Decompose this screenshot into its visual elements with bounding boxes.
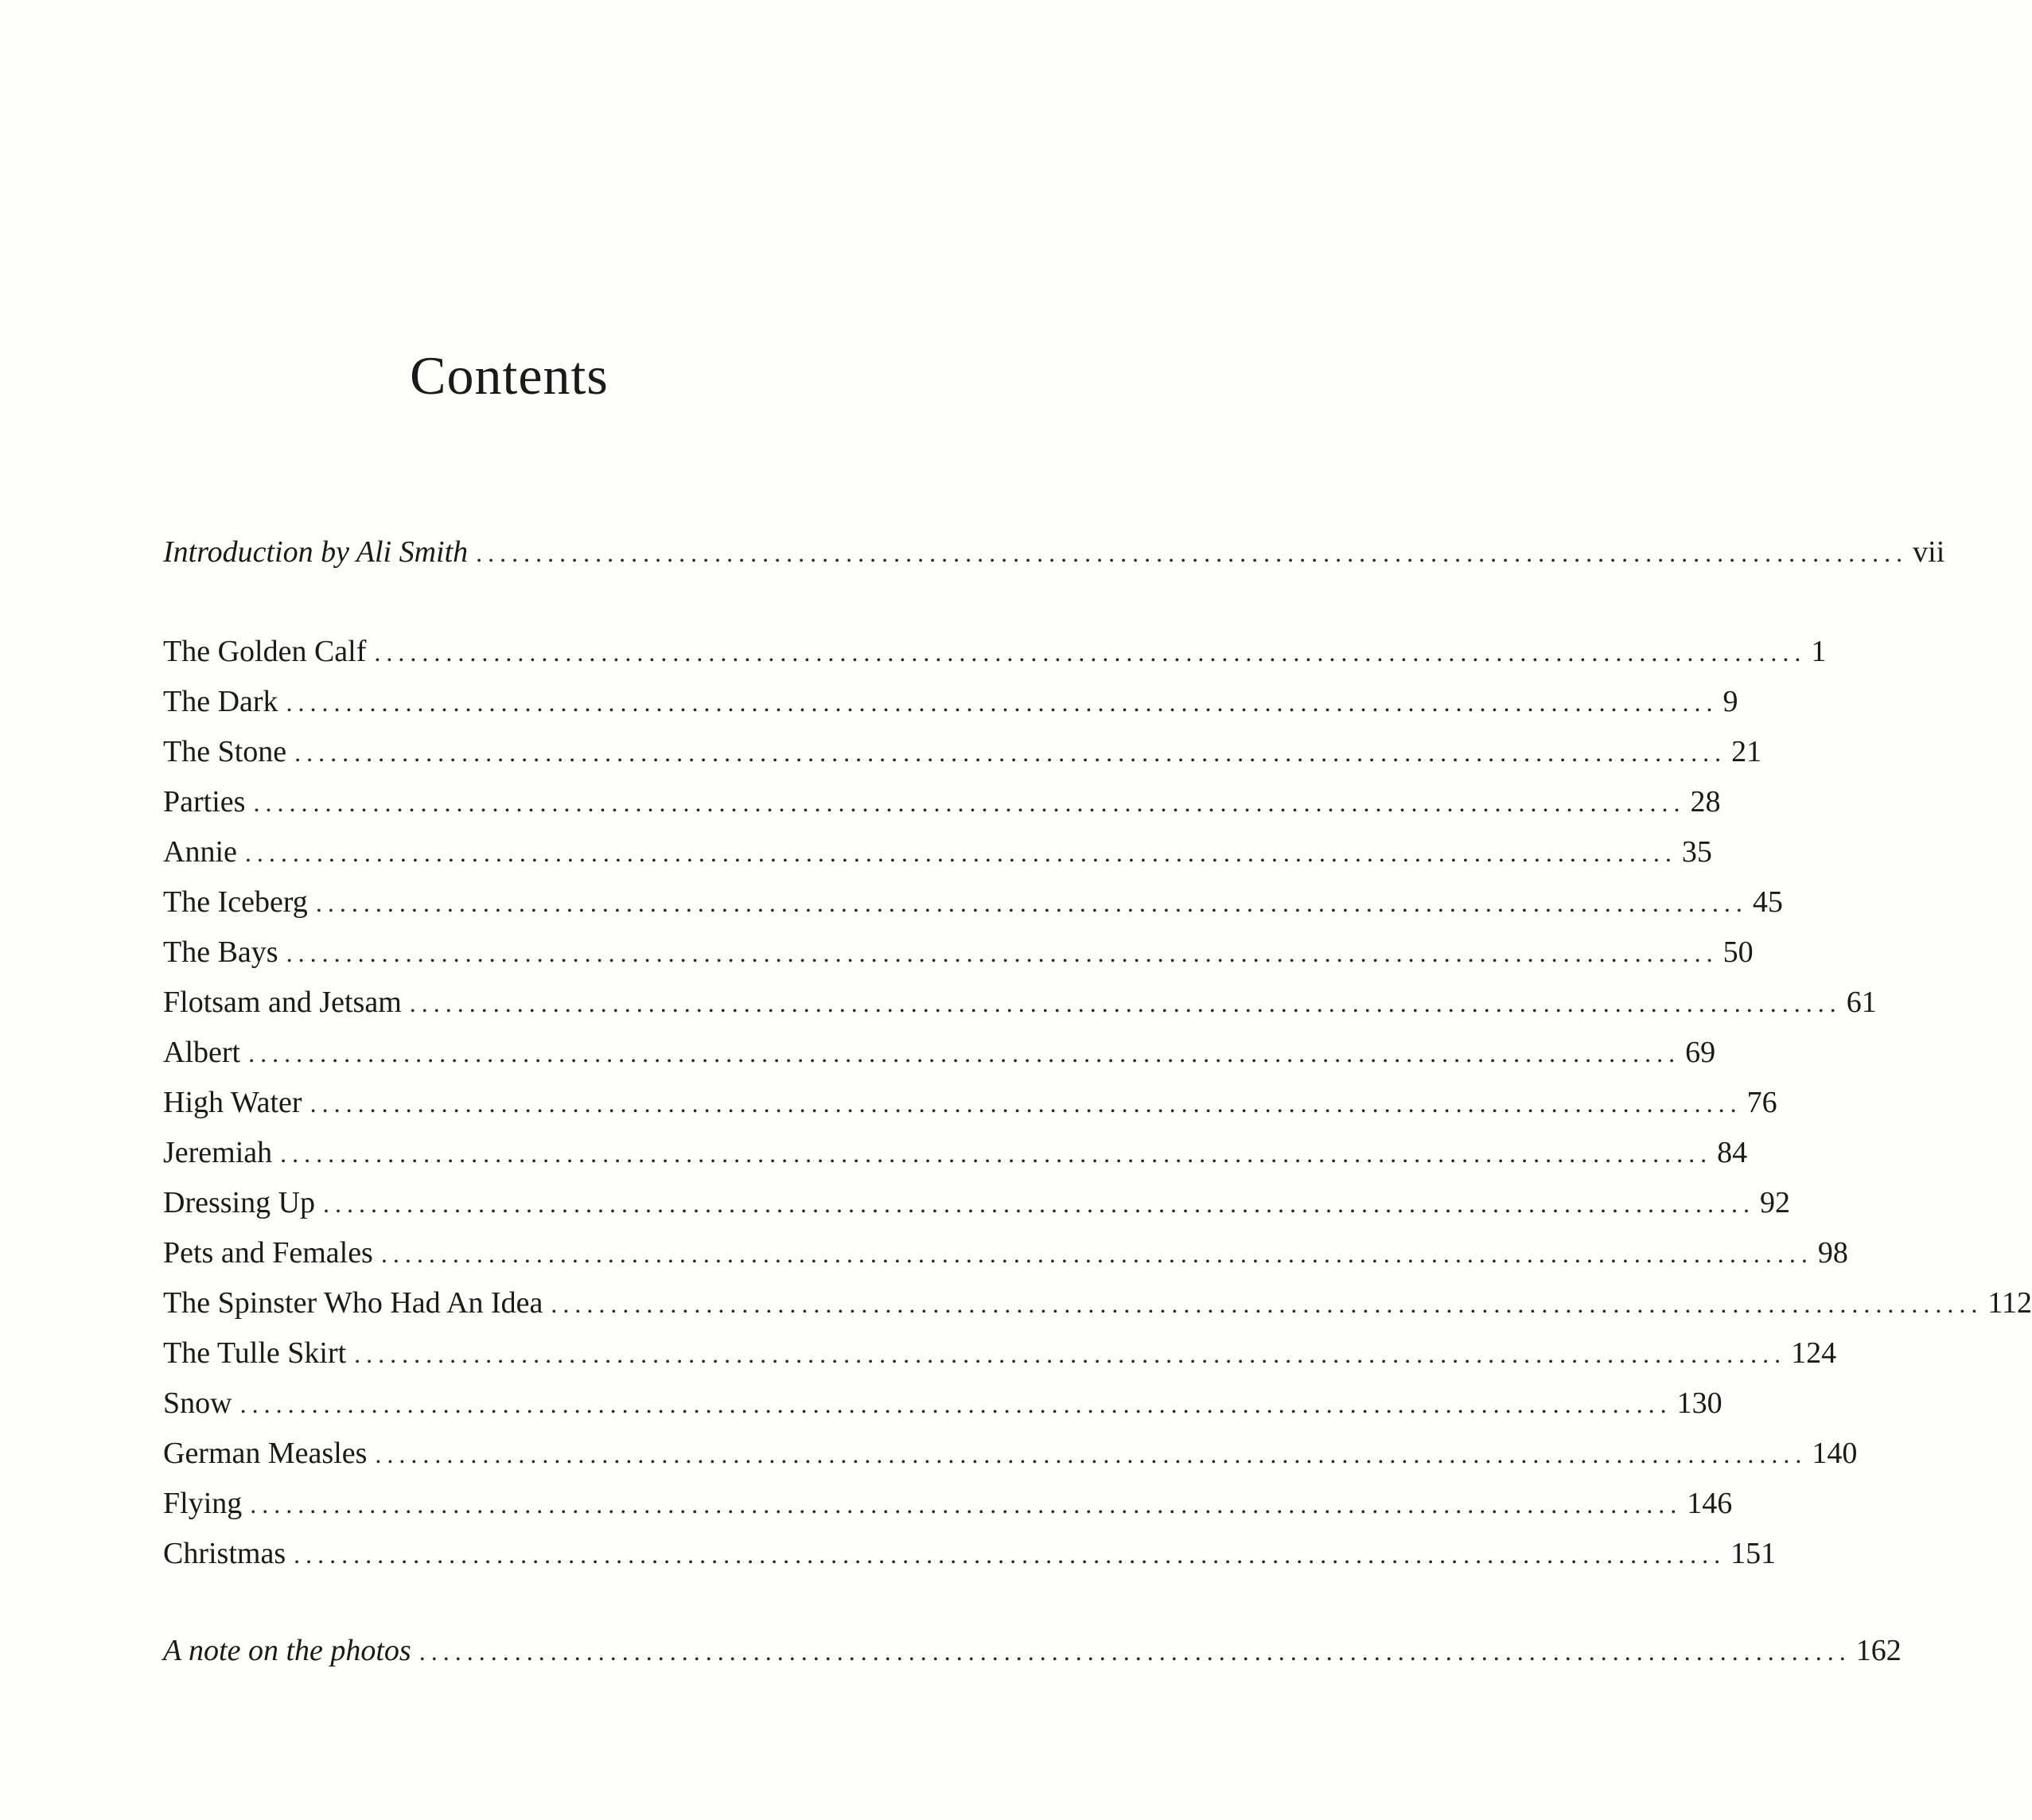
toc-entry-label: German Measles — [163, 1437, 368, 1470]
dot-leader: ........................................................................................................................ — [380, 1239, 1813, 1268]
toc-entry-label: Pets and Females — [163, 1236, 373, 1270]
toc-entry — [163, 1384, 1723, 1422]
toc-entry-page: 9 — [1723, 685, 1738, 718]
toc-entry — [163, 632, 1827, 671]
toc-entry-label: The Golden Calf — [163, 635, 367, 668]
toc-entry-label: Snow — [163, 1386, 232, 1420]
dot-leader: ........................................................................................................................ — [418, 1637, 1851, 1666]
toc-entry-label: The Bays — [163, 935, 278, 969]
toc-entry — [163, 1083, 1777, 1122]
toc-entry-page: 151 — [1730, 1537, 1777, 1570]
toc-entry-page: 130 — [1676, 1386, 1723, 1420]
dot-leader: ........................................................................................................................ — [250, 1490, 1683, 1519]
toc-entry — [163, 1033, 1716, 1071]
toc-entry-page: 124 — [1791, 1336, 1837, 1370]
toc-entry-label: Parties — [163, 785, 246, 819]
dot-leader: ........................................................................................................................ — [375, 1440, 1808, 1468]
toc-entry-label: The Iceberg — [163, 885, 308, 919]
toc-entry-page: 21 — [1731, 735, 1762, 768]
toc-entry — [163, 933, 1754, 971]
toc-entry — [163, 1284, 2032, 1322]
toc-entry — [163, 1434, 1858, 1472]
dot-leader: ........................................................................................................................ — [551, 1289, 1983, 1318]
toc-entry — [163, 1334, 1837, 1372]
dot-leader: ........................................................................................................................ — [248, 1039, 1681, 1068]
toc-entry — [163, 733, 1762, 771]
toc-entry-page: 76 — [1746, 1086, 1777, 1119]
dot-leader: ........................................................................................................................ — [309, 1089, 1742, 1118]
toc-entry-label: Albert — [163, 1036, 241, 1069]
toc-entry-page: 162 — [1855, 1634, 1902, 1667]
toc-entry-page: 28 — [1690, 785, 1721, 819]
toc-entry — [163, 682, 1738, 721]
dot-leader: ........................................................................................................................ — [286, 939, 1719, 967]
toc-entry-page: 69 — [1685, 1036, 1716, 1069]
toc-entry-label: The Tulle Skirt — [163, 1336, 347, 1370]
dot-leader: ........................................................................................................................ — [323, 1189, 1756, 1218]
dot-leader: ........................................................................................................................ — [253, 788, 1686, 817]
dot-leader: ........................................................................................................................ — [286, 688, 1719, 717]
dot-leader: ........................................................................................................................ — [354, 1340, 1787, 1368]
toc-entry — [163, 833, 1712, 871]
toc-entry — [163, 1534, 1777, 1573]
toc-entry-label: Dressing Up — [163, 1186, 316, 1219]
toc-entry-label: The Dark — [163, 685, 278, 718]
toc-entry-page: 98 — [1817, 1236, 1848, 1270]
toc-entry — [163, 1234, 1848, 1272]
toc-entry-page: 140 — [1812, 1437, 1858, 1470]
toc-entry-label: Flotsam and Jetsam — [163, 986, 402, 1019]
toc-entry-note-on-photos — [163, 1631, 1902, 1670]
toc-entry — [163, 983, 1877, 1021]
toc-entry — [163, 1134, 1748, 1172]
toc-entry-label: Introduction by Ali Smith — [163, 535, 469, 569]
toc-entry-page: vii — [1913, 535, 1945, 569]
toc-entry-page: 1 — [1811, 635, 1827, 668]
toc-entry-label: The Stone — [163, 735, 287, 768]
dot-leader: ........................................................................................................................ — [374, 638, 1807, 667]
dot-leader: ........................................................................................................................ — [315, 889, 1748, 917]
dot-leader: ........................................................................................................................ — [409, 989, 1842, 1017]
toc-entry — [163, 883, 1783, 921]
toc-entry-label: High Water — [163, 1086, 302, 1119]
dot-leader: ........................................................................................................................ — [280, 1139, 1713, 1168]
toc-entry-page: 92 — [1760, 1186, 1791, 1219]
toc-entry — [163, 1484, 1733, 1522]
dot-leader: ........................................................................................................................ — [244, 838, 1677, 867]
toc-entry — [163, 783, 1721, 821]
toc-entry-label: Christmas — [163, 1537, 286, 1570]
toc-entry-page: 61 — [1846, 986, 1877, 1019]
toc-entry-page: 35 — [1681, 835, 1712, 869]
toc-entry-label: A note on the photos — [163, 1634, 411, 1667]
toc-entry-page: 45 — [1752, 885, 1783, 919]
toc-entry-label: Jeremiah — [163, 1136, 273, 1169]
toc-entry-label: Annie — [163, 835, 237, 869]
toc-entry-label: Flying — [163, 1487, 243, 1520]
dot-leader: ........................................................................................................................ — [294, 738, 1727, 767]
toc-entry-label: The Spinster Who Had An Idea — [163, 1286, 543, 1320]
toc-entry-page: 84 — [1717, 1136, 1748, 1169]
toc-entry-page: 146 — [1687, 1487, 1733, 1520]
toc-entry-introduction — [163, 533, 1945, 571]
toc-entry-page: 112 — [1987, 1286, 2032, 1320]
toc-entry-page: 50 — [1723, 935, 1754, 969]
dot-leader: ........................................................................................................................ — [239, 1390, 1672, 1418]
dot-leader: ........................................................................................................................ — [294, 1540, 1726, 1569]
page-title: Contents — [410, 345, 609, 406]
toc-entry — [163, 1184, 1791, 1222]
dot-leader: ........................................................................................................................ — [476, 539, 1909, 567]
